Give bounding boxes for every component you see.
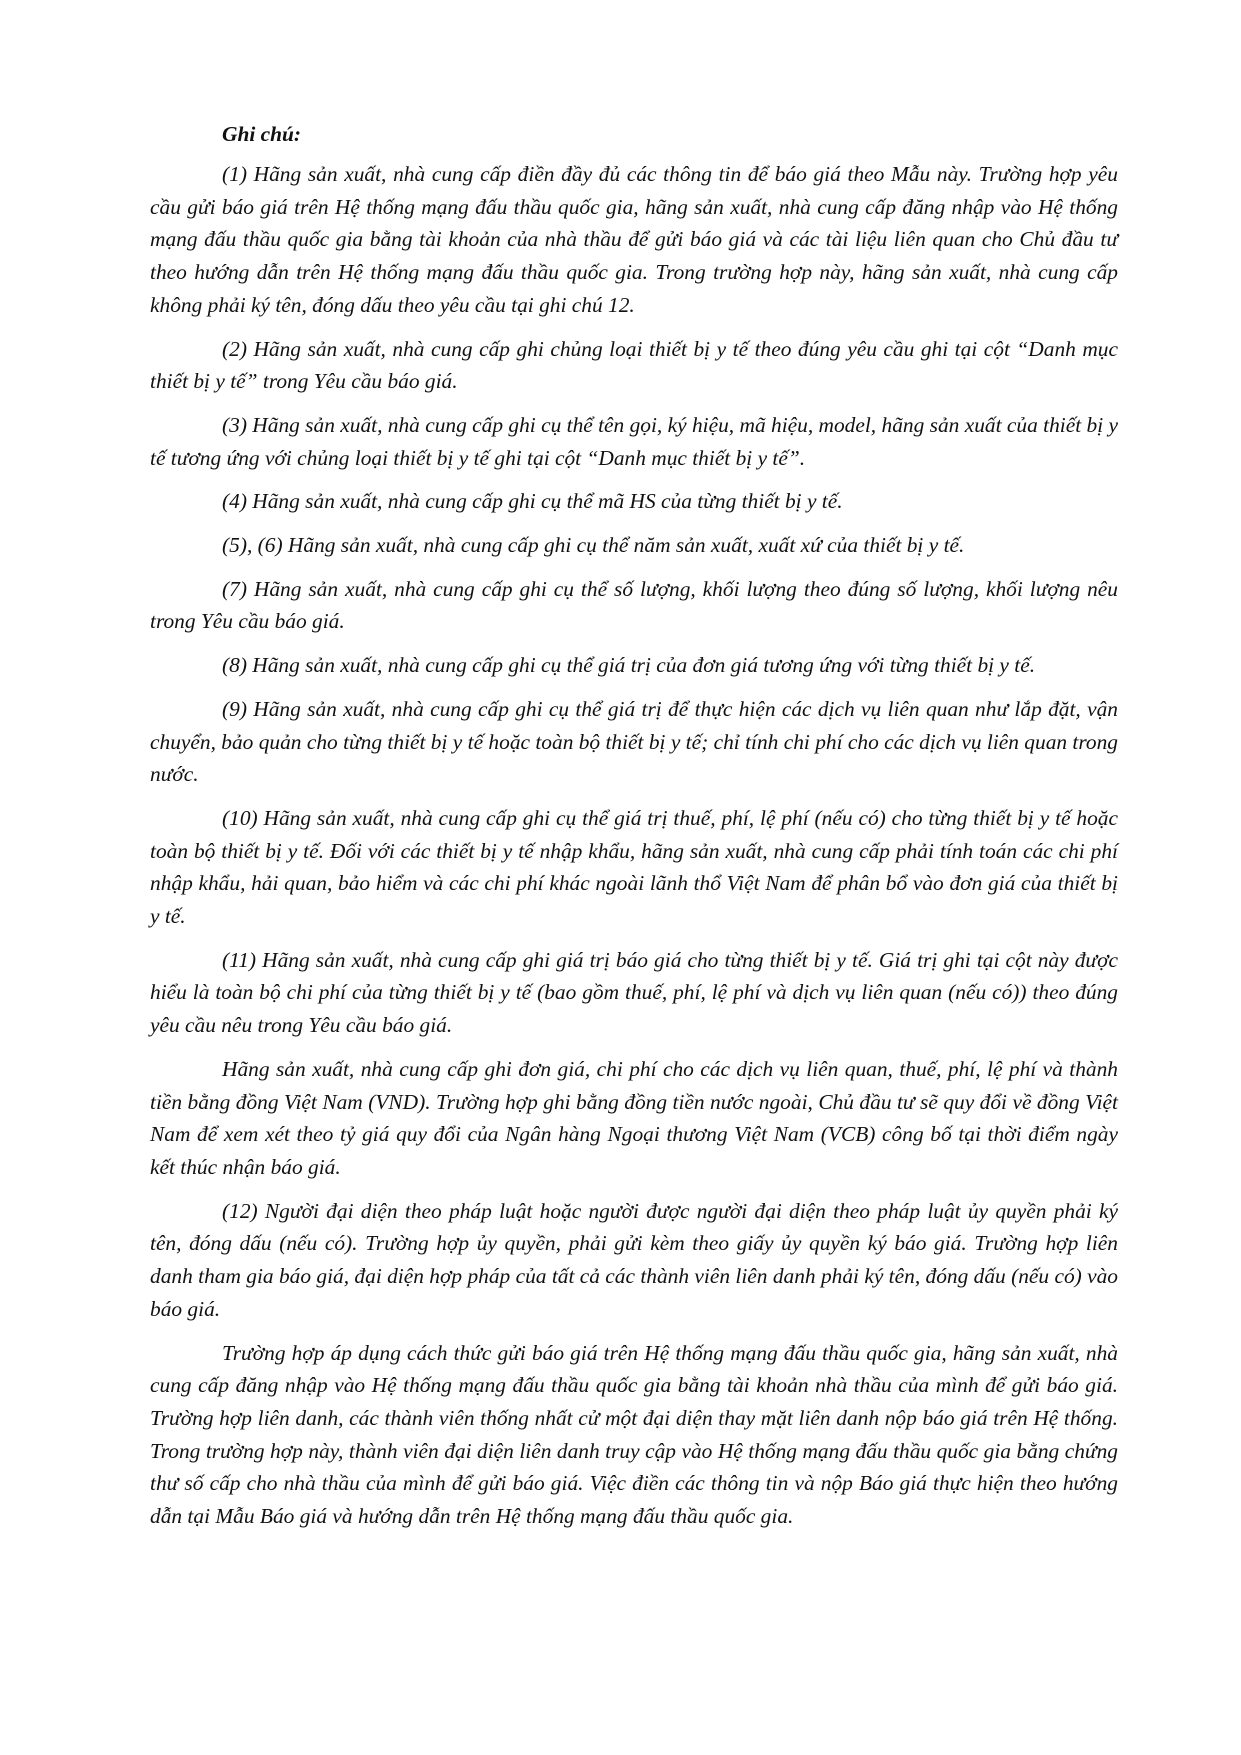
note-4: (4) Hãng sản xuất, nhà cung cấp ghi cụ thể mã HS của từng thiết bị y tế. [222,489,843,514]
note-7: (7) Hãng sản xuất, nhà cung cấp ghi cụ thể số lượng, khối lượng theo đúng số lượng, khối lượng nêu trong Yêu cầu báo giá. [150,576,1118,634]
note-2: (2) Hãng sản xuất, nhà cung cấp ghi chủng loại thiết bị y tế theo đúng yêu cầu ghi tại cột “Danh mục thiết bị y tế” trong Yêu cầu báo giá. [150,336,1118,394]
note-online-submission: Trường hợp áp dụng cách thức gửi báo giá trên Hệ thống mạng đấu thầu quốc gia, hãng sản xuất, nhà cung cấp đăng nhập vào Hệ thống mạng đấu thầu quốc gia bằng tài khoản nhà thầu của mình để gửi báo giá. Trường hợp liên danh, các thành viên thống nhất cử một đại diện thay mặt liên danh nộp báo giá trên Hệ thống. Trong trường hợp này, thành viên đại diện liên danh truy cập vào Hệ thống mạng đấu thầu quốc gia bằng chứng thư số cấp cho nhà thầu của mình để gửi báo giá. Việc điền các thông tin và nộp Báo giá thực hiện theo hướng dẫn tại Mẫu Báo giá và hướng dẫn trên Hệ thống mạng đấu thầu quốc gia. [150,1340,1118,1529]
notes-heading: Ghi chú: [222,122,302,146]
document-page [150,118,1118,1544]
note-8: (8) Hãng sản xuất, nhà cung cấp ghi cụ thể giá trị của đơn giá tương ứng với từng thiết bị y tế. [222,653,1036,678]
note-1: (1) Hãng sản xuất, nhà cung cấp điền đầy đủ các thông tin để báo giá theo Mẫu này. Trường hợp yêu cầu gửi báo giá trên Hệ thống mạng đấu thầu quốc gia, hãng sản xuất, nhà cung cấp đăng nhập vào Hệ thống mạng đấu thầu quốc gia bằng tài khoản của nhà thầu để gửi báo giá và các tài liệu liên quan cho Chủ đầu tư theo hướng dẫn trên Hệ thống mạng đấu thầu quốc gia. Trong trường hợp này, hãng sản xuất, nhà cung cấp không phải ký tên, đóng dấu theo yêu cầu tại ghi chú 12. [150,162,1118,317]
note-10: (10) Hãng sản xuất, nhà cung cấp ghi cụ thể giá trị thuế, phí, lệ phí (nếu có) cho từng thiết bị y tế hoặc toàn bộ thiết bị y tế. Đối với các thiết bị y tế nhập khẩu, hãng sản xuất, nhà cung cấp phải tính toán các chi phí nhập khẩu, hải quan, bảo hiểm và các chi phí khác ngoài lãnh thổ Việt Nam để phân bổ vào đơn giá của thiết bị y tế. [150,805,1118,929]
note-12: (12) Người đại diện theo pháp luật hoặc người được người đại diện theo pháp luật ủy quyền phải ký tên, đóng dấu (nếu có). Trường hợp ủy quyền, phải gửi kèm theo giấy ủy quyền ký báo giá. Trường hợp liên danh tham gia báo giá, đại diện hợp pháp của tất cả các thành viên liên danh phải ký tên, đóng dấu (nếu có) vào báo giá. [150,1198,1118,1321]
note-5-6: (5), (6) Hãng sản xuất, nhà cung cấp ghi cụ thể năm sản xuất, xuất xứ của thiết bị y tế. [222,533,965,558]
note-11: (11) Hãng sản xuất, nhà cung cấp ghi giá trị báo giá cho từng thiết bị y tế. Giá trị ghi tại cột này được hiểu là toàn bộ chi phí của từng thiết bị y tế (bao gồm thuế, phí, lệ phí và dịch vụ liên quan (nếu có)) theo đúng yêu cầu nêu trong Yêu cầu báo giá. [150,947,1118,1038]
note-3: (3) Hãng sản xuất, nhà cung cấp ghi cụ thể tên gọi, ký hiệu, mã hiệu, model, hãng sản xuất của thiết bị y tế tương ứng với chủng loại thiết bị y tế ghi tại cột “Danh mục thiết bị y tế”. [150,412,1118,470]
note-currency: Hãng sản xuất, nhà cung cấp ghi đơn giá, chi phí cho các dịch vụ liên quan, thuế, phí, lệ phí và thành tiền bằng đồng Việt Nam (VND). Trường hợp ghi bằng đồng tiền nước ngoài, Chủ đầu tư sẽ quy đổi về đồng Việt Nam để xem xét theo tỷ giá quy đổi của Ngân hàng Ngoại thương Việt Nam (VCB) công bố tại thời điểm ngày kết thúc nhận báo giá. [150,1056,1118,1179]
note-9: (9) Hãng sản xuất, nhà cung cấp ghi cụ thể giá trị để thực hiện các dịch vụ liên quan như lắp đặt, vận chuyển, bảo quản cho từng thiết bị y tế hoặc toàn bộ thiết bị y tế; chỉ tính chi phí cho các dịch vụ liên quan trong nước. [150,696,1118,787]
